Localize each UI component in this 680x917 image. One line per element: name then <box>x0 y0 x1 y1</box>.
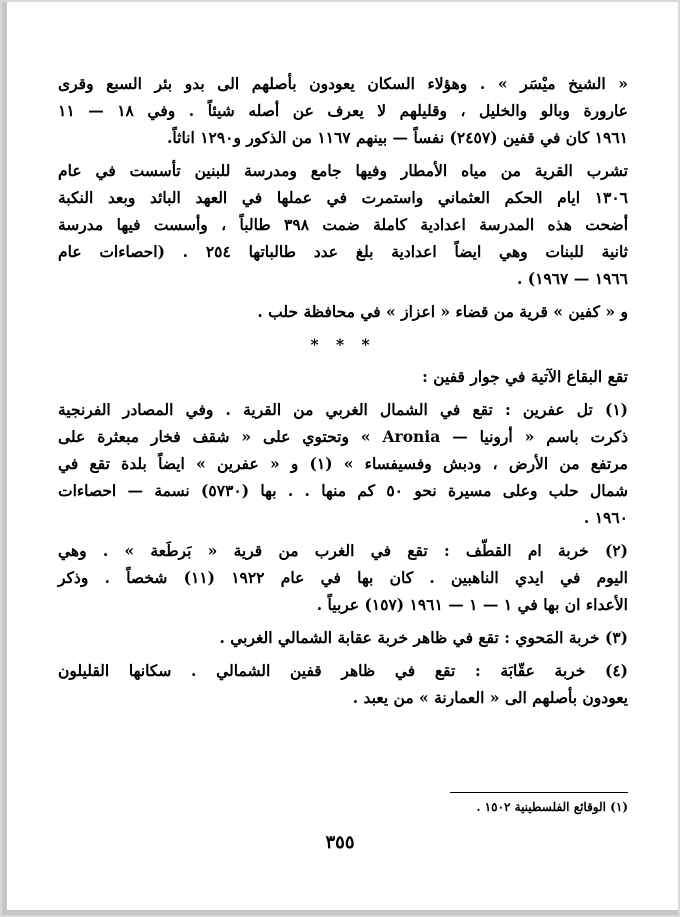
text-line: يعودون بأصلهم الى « العمارنة » من يعبد . <box>352 688 628 707</box>
separator-stars: * * * <box>310 335 376 354</box>
text-line: (٢) خربة ام القطّف : تقع في الغرب من قرية « بَرطَعة » . وهي <box>58 541 628 560</box>
paragraph-water-school <box>58 157 628 292</box>
paragraph-kafin <box>58 298 628 325</box>
text-line: أضحت هذه المدرسة اعدادية كاملة ضمت ٣٩٨ طالباً ، وأسست فيها مدرسة <box>58 215 628 234</box>
paragraph-khirbet-al-mahwi <box>58 624 628 651</box>
paragraph-tell-afrin <box>58 396 628 531</box>
text-line: عارورة وبالو والخليل ، وقليلهم لا يعرف عن أصله شيئاً . وفي ١٨ — ١١ <box>58 101 628 120</box>
book-page-body <box>58 70 628 711</box>
paragraph-khirbet-umm-al-qutuf <box>58 537 628 618</box>
text-line: (١) تل عفرين : تقع في الشمال الغربي من القرية . وفي المصادر الفرنجية <box>58 400 628 419</box>
footnote-divider <box>450 792 628 793</box>
text-line: ١٩٦١ كان في قفين (٢٤٥٧) نفساً — بينهم ١١٦٧ من الذكور و١٢٩٠ اناثاً. <box>167 128 628 147</box>
text-line: (٤) خربة عقّابَة : تقع في ظاهر قفين الشمالي . سكانها القليلون <box>58 661 628 680</box>
text-line: الأعداء ان بها في ١ — ١ — ١٩٦١ (١٥٧) عربياً . <box>316 595 628 614</box>
text-line: (٣) خربة المَحوي : تقع في ظاهر خربة عقابة الشمالي الغربي . <box>219 628 628 647</box>
text-line: ثانية للبنات وهي ايضاً اعدادية بلغ عدد طالباتها ٢٥٤ . (احصاءات عام <box>58 242 628 261</box>
text-line: تشرب القرية من مياه الأمطار وفيها جامع ومدرسة للبنين تأسست في عام <box>58 161 628 180</box>
text-line: اليوم في ايدي الناهبين . كان بها في عام ١٩٢٢ (١١) شخصاً . وذكر <box>58 568 628 587</box>
paragraph-khirbet-uqqaba <box>58 657 628 711</box>
footnote: (١) الوقائع الفلسطينية ١٥٠٢ . <box>476 800 628 814</box>
text-line: ١٩٦٦ — ١٩٦٧) . <box>516 269 628 288</box>
text-line: شمال حلب وعلى مسيرة نحو ٥٠ كم منها . . بها (٥٧٣٠) نسمة — احصاءات <box>58 481 628 500</box>
paragraph-nearby-places-intro <box>58 363 628 390</box>
text-line: « الشيخ ميْسَر » . وهؤلاء السكان يعودون بأصلهم الى بدو بئر السبع وقرى <box>58 74 628 93</box>
paragraph-residents <box>58 70 628 151</box>
text-line: ١٣٠٦ ايام الحكم العثماني واستمرت في عملها في العهد البائد وبعد النكبة <box>58 188 628 207</box>
page-number: ٣٥٥ <box>325 832 355 853</box>
text-line: تقع البقاع الآتية في جوار قفين : <box>422 367 628 386</box>
section-separator <box>58 325 628 363</box>
text-line: ذكرت باسم « أرونيا — Aronia » وتحتوي على « شقف فخار مبعثرة على <box>58 427 628 446</box>
text-line: ١٩٦٠ . <box>583 508 628 527</box>
text-line: مرتفع من الأرض ، ودبش وفسيفساء » (١) و « عفرين » ايضاً بلدة تقع في <box>58 454 628 473</box>
text-line: و « كفين » قرية من قضاء « اعزاز » في محافظة حلب . <box>257 302 628 321</box>
